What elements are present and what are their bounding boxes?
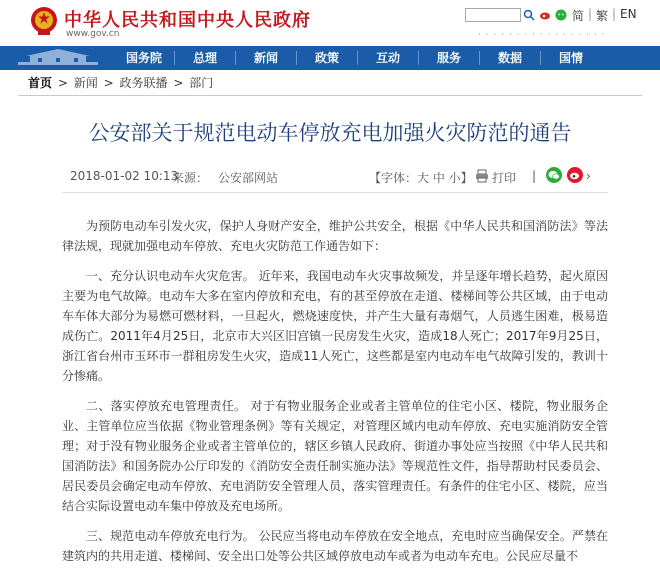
nav-home-icon[interactable] [8, 48, 108, 68]
divider [62, 192, 608, 193]
breadcrumb-news[interactable]: 新闻 [73, 76, 98, 90]
article-source [172, 169, 278, 186]
nav-item-state-council[interactable]: 国务院 [125, 51, 162, 65]
lang-simplified[interactable]: 简 [572, 9, 585, 23]
national-emblem-icon[interactable] [30, 6, 58, 36]
nav-item-data[interactable]: 数据 [497, 51, 522, 65]
search-icon[interactable] [523, 9, 535, 21]
divider [18, 95, 642, 96]
nav-item-policy[interactable]: 政策 [314, 51, 339, 65]
nav-item-services[interactable]: 服务 [436, 51, 461, 65]
print-button[interactable]: 打印 [492, 171, 517, 185]
breadcrumb [28, 74, 215, 91]
breadcrumb-departments[interactable]: 部门 [189, 76, 214, 90]
breadcrumb-separator: > [103, 76, 114, 90]
article-datetime: 2018-01-02 10:13 [70, 169, 179, 183]
source-label: 来源： [172, 171, 209, 185]
nav-item-national-info[interactable]: 国情 [558, 51, 583, 65]
wechat-share-icon[interactable] [546, 167, 562, 183]
lang-separator: | [612, 7, 617, 21]
site-url: www.gov.cn [66, 29, 120, 39]
article-paragraph: 一、充分认识电动车火灾危害。 近年来，我国电动车火灾事故频发，并呈逐年增长趋势，起火原因主要为电气故障。电动车大多在室内停放和充电，有的甚至停放在走道、楼梯间等公共区域，由于电动车车体大部分为易燃可燃材料，一旦起火，燃烧速度快，并产生大量有毒烟气，人员逃生困难，极易造成伤亡。2011年4月25日，北京市大兴区旧宫镇一民房发生火灾，造成18人死亡；2017年9月25日，浙江省台州市玉环市一群租房发生火灾，造成11人死亡，这些都是室内电动车电气故障引发的，教训十分惨痛。 [62, 269, 608, 383]
more-share[interactable]: › [586, 169, 591, 183]
article-body [62, 216, 608, 576]
nav-item-news[interactable]: 新闻 [253, 51, 278, 65]
breadcrumb-home[interactable]: 首页 [28, 76, 53, 90]
source-name: 公安部网站 [218, 171, 279, 185]
font-size-switcher[interactable]: 【字体：大 中 小】 [369, 171, 473, 185]
article-paragraph: 二、落实停放充电管理责任。 对于有物业服务企业或者主管单位的住宅小区、楼院，物业服务企业、主管单位应当依据《物业管理条例》等有关规定，对管理区域内电动车停放、充电实施消防安全管理；对于没有物业服务企业或者主管单位的，辖区乡镇人民政府、街道办事处应当按照《中华人民共和国消防法》和国务院办公厅印发的《消防安全责任制实施办法》等规范性文件，指导帮助村民委员会、居民委员会确定电动车停放、充电消防安全管理人员，落实管理责任。有条件的住宅小区、楼院，应当结合实际设置电动车集中停放及充电场所。 [62, 399, 608, 513]
breadcrumb-separator: > [57, 76, 68, 90]
header-decoration: · · · · · · · · · · · · · · · · · [478, 30, 606, 40]
article-title: 公安部关于规范电动车停放充电加强火灾防范的通告 [88, 121, 572, 145]
breadcrumb-separator: > [173, 76, 184, 90]
search-input[interactable] [465, 8, 521, 22]
article-paragraph: 为预防电动车引发火灾，保护人身财产安全，维护公共安全，根据《中华人民共和国消防法》等法律法规，现就加强电动车停放、充电火灾防范工作通告如下： [62, 219, 608, 253]
printer-icon[interactable] [475, 169, 489, 183]
site-name[interactable]: 中华人民共和国中央人民政府 [64, 10, 311, 31]
nav-item-premier[interactable]: 总理 [192, 51, 217, 65]
article-paragraph: 三、规范电动车停放充电行为。 公民应当将电动车停放在安全地点，充电时应当确保安全。严禁在建筑内的共用走道、楼梯间、安全出口处等公共区域停放电动车或者为电动车充电。公民应尽量不 [62, 529, 608, 563]
lang-traditional[interactable]: 繁 [596, 9, 609, 23]
weibo-share-icon[interactable] [567, 167, 583, 183]
nav-item-interaction[interactable]: 互动 [375, 51, 400, 65]
lang-english[interactable]: EN [620, 7, 637, 21]
main-nav [0, 46, 660, 70]
share-separator: | [532, 169, 537, 183]
site-header [0, 0, 660, 46]
weibo-icon[interactable] [539, 9, 551, 21]
wechat-icon[interactable] [555, 9, 567, 21]
lang-separator: | [588, 7, 593, 21]
breadcrumb-gov-news[interactable]: 政务联播 [119, 76, 168, 90]
